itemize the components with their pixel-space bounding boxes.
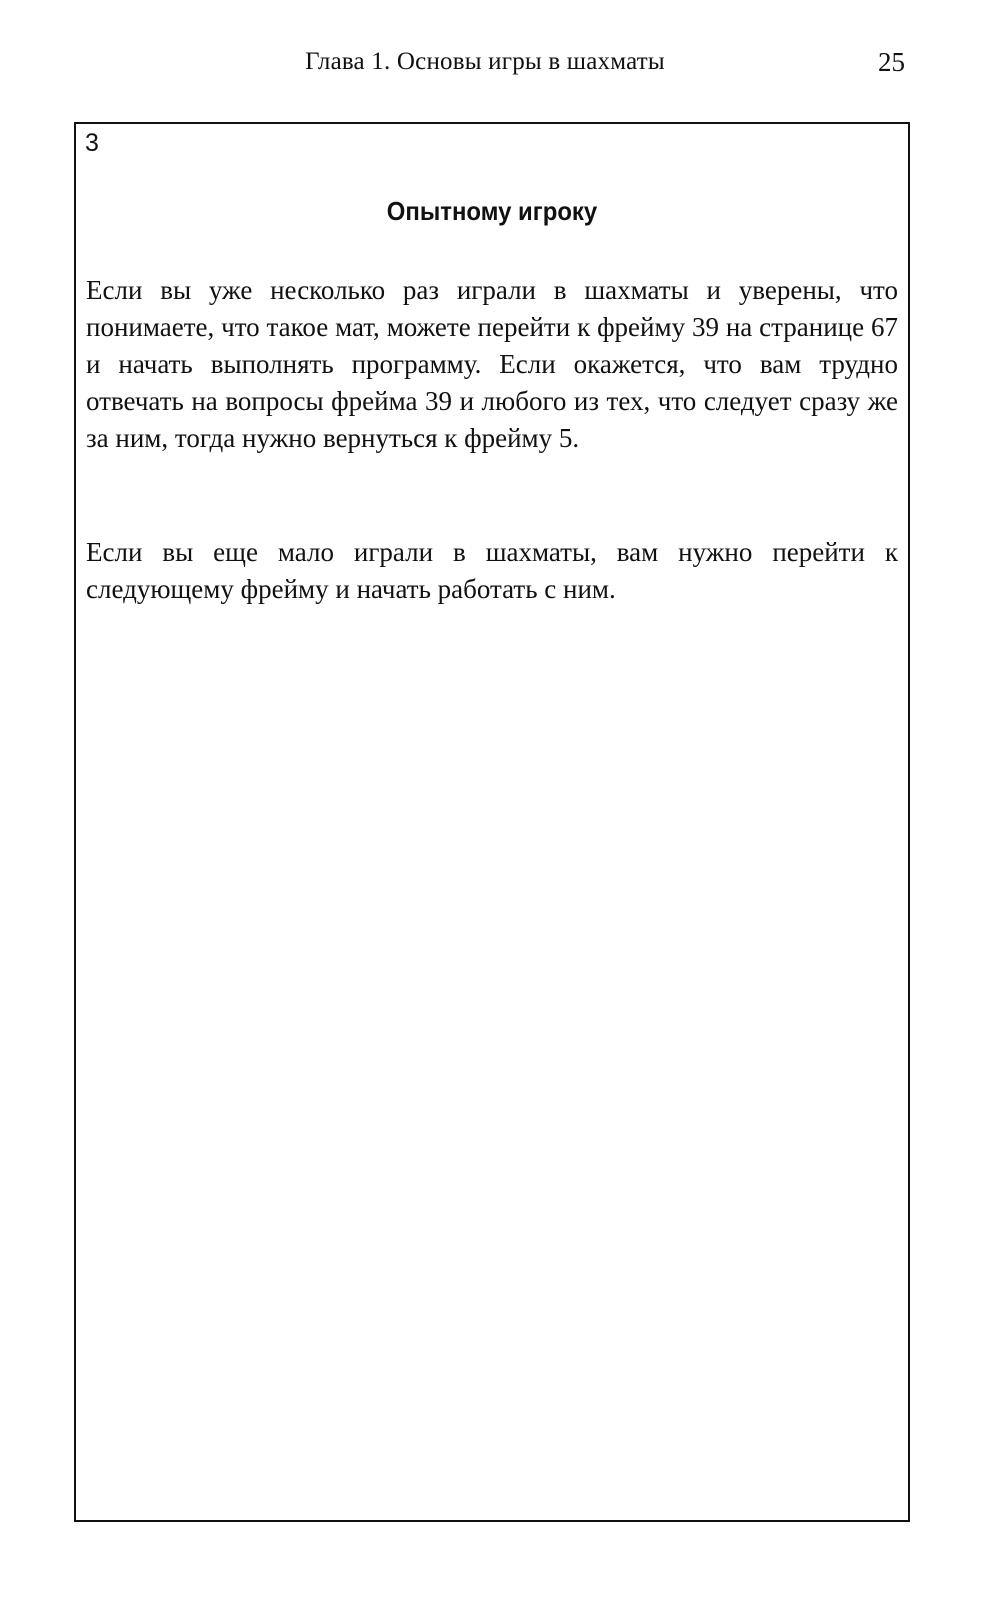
paragraph-experienced-player: Если вы уже несколько раз играли в шахматы и уверены, что понимаете, что такое мат, можете перейти к фрейму 39 на странице 67 и начать выполнять программу. Если окажется, что вам трудно отвечать на вопросы фрейма 39 и любого из тех, что следует сразу же за ним, тогда нужно вернуться к фрейму 5.: [86, 275, 898, 453]
frame-box: [74, 122, 910, 1522]
chapter-title: Глава 1. Основы игры в шахматы: [305, 48, 665, 75]
frame-heading: Опытному игроку: [386, 196, 598, 226]
paragraph-beginner-player: Если вы еще мало играли в шахматы, вам нужно перейти к следующему фрейму и начать работать с ним.: [86, 537, 898, 604]
running-header: [0, 44, 1000, 80]
page-number: 25: [878, 47, 905, 77]
frame-number: 3: [85, 129, 99, 157]
